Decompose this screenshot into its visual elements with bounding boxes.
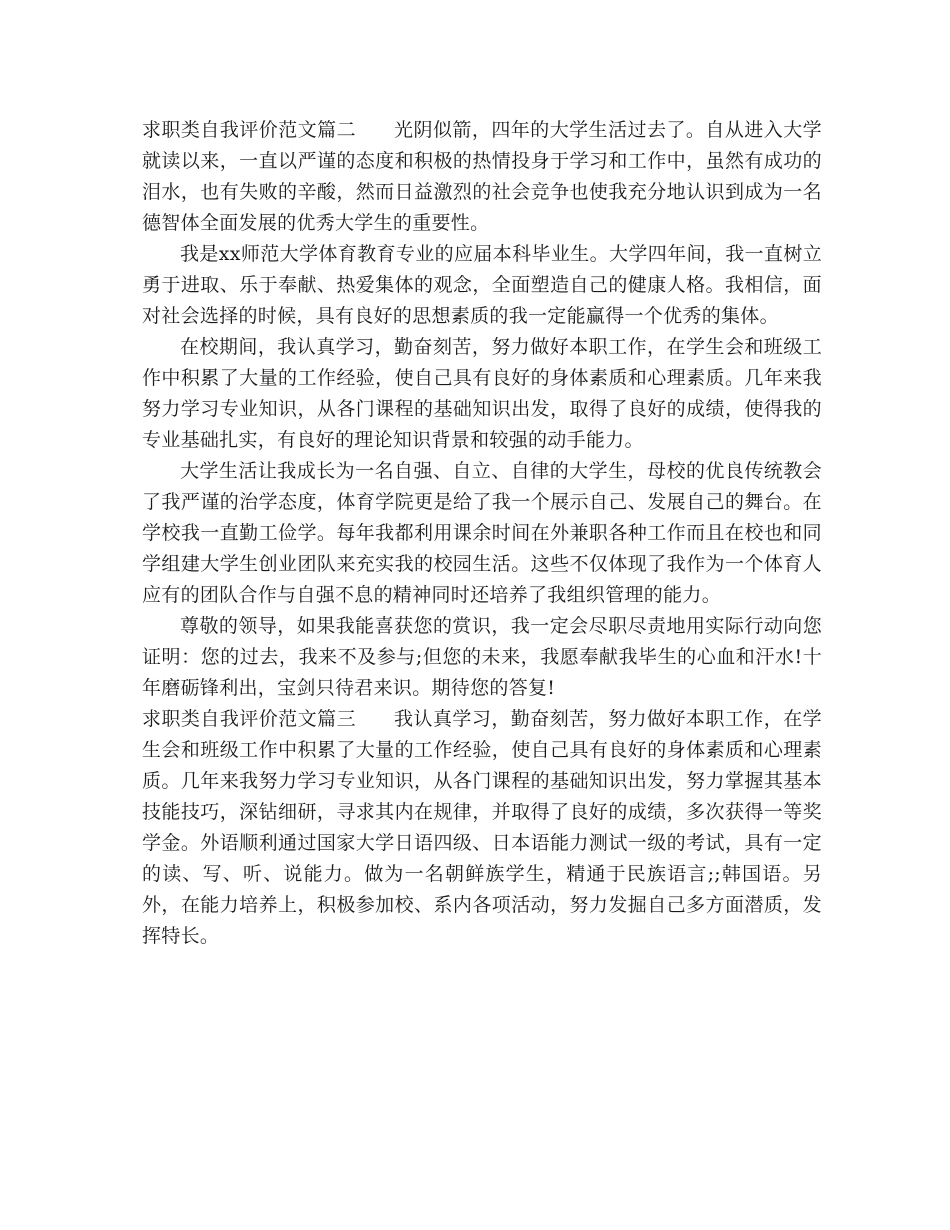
- section-three-intro: 我认真学习，勤奋刻苦，努力做好本职工作，在学生会和班级工作中积累了大量的工作经验，使自己具有良好的身体素质和心理素质。几年来我努力学习专业知识，从各门课程的基础知识出发，努力掌握其基本技能技巧，深钻细研，寻求其内在规律，并取得了良好的成绩，多次获得一等奖学金。外语顺利通过国家大学日语四级、日本语能力测试一级的考试，具有一定的读、写、听、说能力。做为一名朝鲜族学生，精通于民族语言;;韩国语。另外，在能力培养上，积极参加校、系内各项活动，努力发掘自己多方面潜质，发挥特长。: [142, 708, 822, 947]
- paragraph-1: 我是xx师范大学体育教育专业的应届本科毕业生。大学四年间，我一直树立勇于进取、乐于奉献、热爱集体的观念，全面塑造自己的健康人格。我相信，面对社会选择的时候，具有良好的思想素质的我一定能赢得一个优秀的集体。: [142, 243, 822, 327]
- document-body: [142, 115, 822, 952]
- paragraph-3: 大学生活让我成长为一名自强、自立、自律的大学生，母校的优良传统教会了我严谨的治学态度，体育学院更是给了我一个展示自己、发展自己的舞台。在学校我一直勤工俭学。每年我都利用课余时间在外兼职各种工作而且在校也和同学组建大学生创业团队来充实我的校园生活。这些不仅体现了我作为一个体育人应有的团队合作与自强不息的精神同时还培养了我组织管理的能力。: [142, 460, 822, 606]
- section-two-title: 求职类自我评价范文篇二: [142, 119, 357, 141]
- section-three-paragraph: [142, 704, 822, 952]
- section-two-paragraph: [142, 115, 822, 239]
- paragraph-4: 尊敬的领导，如果我能喜获您的赏识，我一定会尽职尽责地用实际行动向您证明：您的过去，我来不及参与;但您的未来，我愿奉献我毕生的心血和汗水!十年磨砺锋利出，宝剑只待君来识。期待您的答复!: [142, 615, 822, 699]
- section-three-title: 求职类自我评价范文篇三: [142, 708, 357, 730]
- section-two-intro: 光阴似箭，四年的大学生活过去了。自从进入大学就读以来，一直以严谨的态度和积极的热情投身于学习和工作中，虽然有成功的泪水，也有失败的辛酸，然而日益激烈的社会竞争也使我充分地认识到成为一名德智体全面发展的优秀大学生的重要性。: [142, 119, 822, 234]
- paragraph-2: 在校期间，我认真学习，勤奋刻苦，努力做好本职工作，在学生会和班级工作中积累了大量的工作经验，使自己具有良好的身体素质和心理素质。几年来我努力学习专业知识，从各门课程的基础知识出发，取得了良好的成绩，使得我的专业基础扎实，有良好的理论知识背景和较强的动手能力。: [142, 336, 822, 451]
